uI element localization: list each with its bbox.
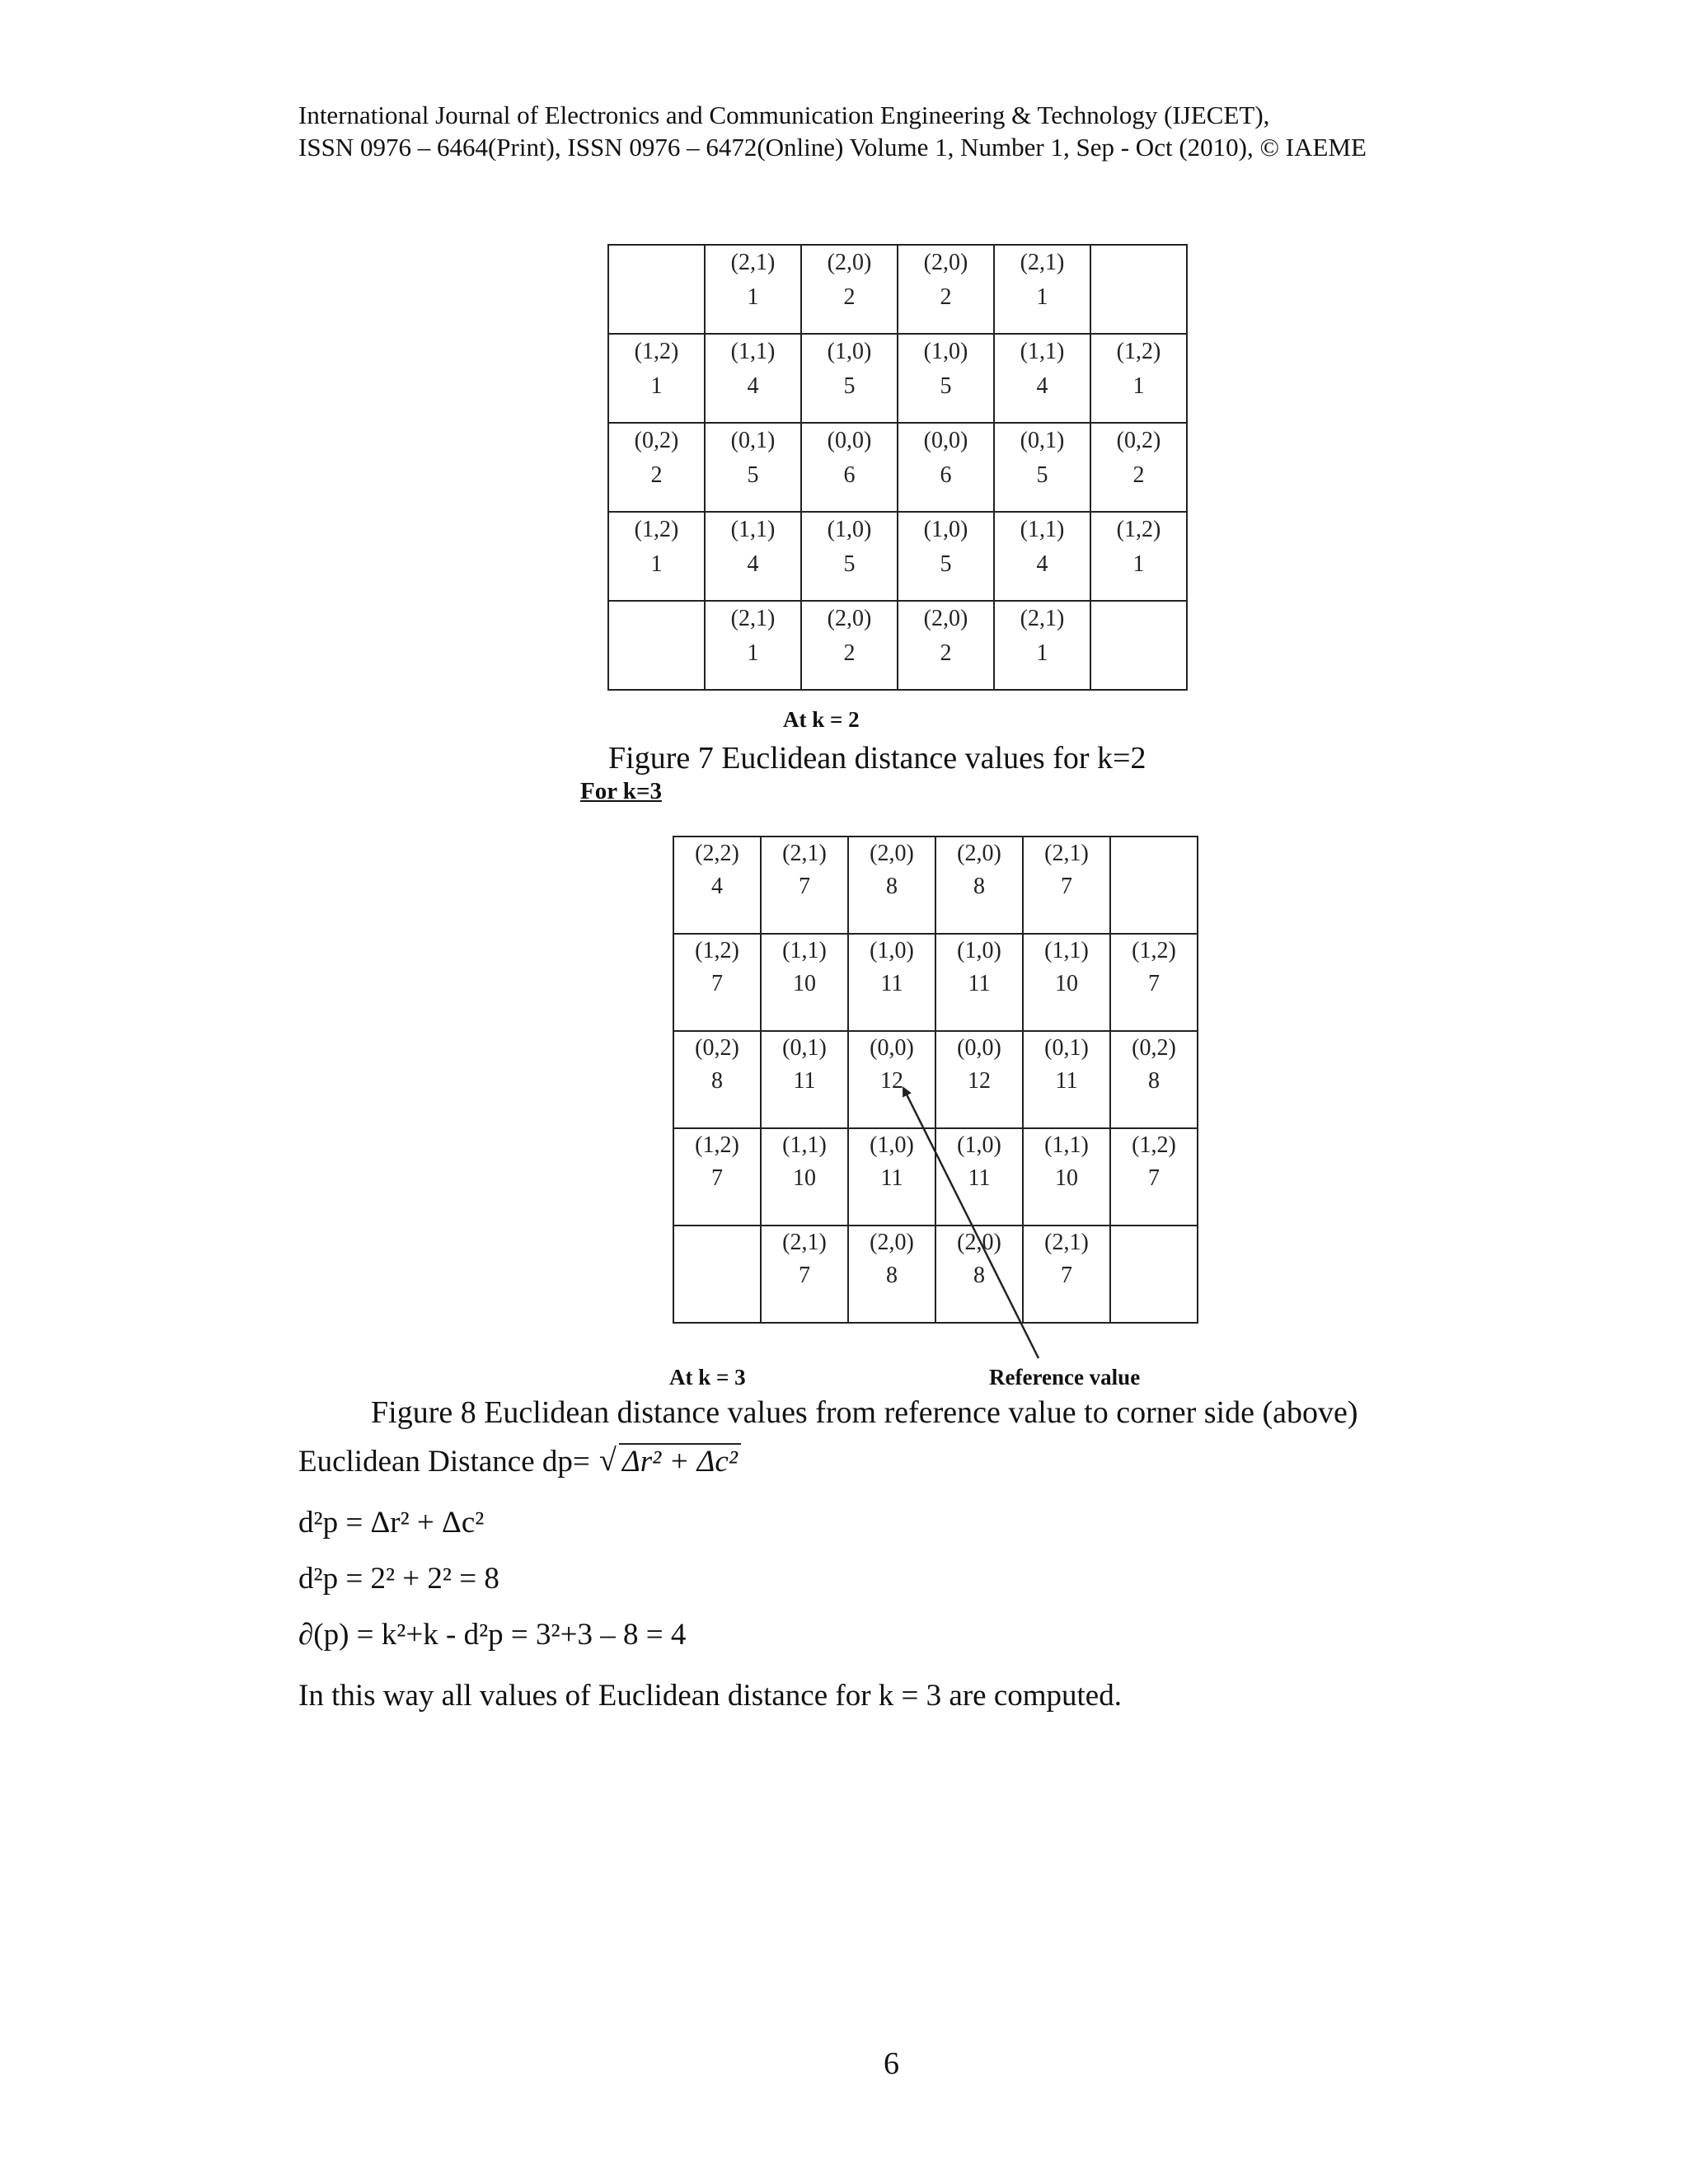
cell-distance-value: 7: [711, 971, 723, 996]
cell-offset: (0,1): [1020, 428, 1065, 453]
cell-offset: (2,1): [730, 606, 776, 631]
cell-offset: (1,2): [634, 517, 679, 542]
equation-line-2: d²p = Δr² + Δc²: [298, 1506, 485, 1540]
conclusion-text: In this way all values of Euclidean distance for k = 3 are computed.: [298, 1679, 1122, 1713]
cell-distance-value: 1: [1132, 551, 1145, 577]
cell-offset: (2,2): [695, 841, 739, 866]
equation-line-3: d²p = 2² + 2² = 8: [298, 1562, 499, 1596]
cell-offset: (1,0): [957, 938, 1001, 963]
cell-distance-value: 5: [843, 373, 856, 399]
cell-distance-value: 12: [880, 1068, 903, 1094]
cell-distance-value: 7: [799, 1263, 810, 1288]
cell-distance-value: 5: [1036, 462, 1048, 488]
euclid-prefix: Euclidean Distance dp=: [298, 1445, 590, 1479]
cell-offset: (1,2): [1116, 517, 1161, 542]
cell-distance-value: 6: [940, 462, 952, 488]
cell-offset: (1,0): [923, 339, 968, 364]
cell-distance-value: 5: [747, 462, 759, 488]
cell-distance-value: 11: [880, 971, 903, 996]
cell-offset: (1,1): [1020, 517, 1065, 542]
cell-offset: (0,0): [923, 428, 968, 453]
cell-offset: (1,1): [782, 1132, 827, 1158]
cell-distance-value: 7: [1061, 874, 1072, 899]
cell-distance-value: 4: [747, 373, 759, 399]
cell-distance-value: 10: [793, 1165, 816, 1191]
figure8-caption: Figure 8 Euclidean distance values from reference value to corner side (above): [371, 1395, 1358, 1430]
figure8-k-label: At k = 3: [669, 1365, 746, 1390]
cell-offset: (0,2): [1116, 428, 1161, 453]
cell-offset: (2,1): [1020, 606, 1065, 631]
cell-offset: (2,0): [957, 841, 1001, 866]
cell-distance-value: 11: [1055, 1068, 1078, 1094]
cell-offset: (2,1): [1044, 1230, 1089, 1255]
cell-offset: (2,1): [782, 1230, 827, 1255]
cell-distance-value: 6: [843, 462, 856, 488]
cell-distance-value: 8: [973, 1263, 985, 1288]
cell-offset: (1,2): [634, 339, 679, 364]
cell-offset: (0,0): [827, 428, 872, 453]
cell-offset: (2,1): [1020, 250, 1065, 275]
reference-value-label: Reference value: [989, 1365, 1141, 1390]
square-root: √ Δr² + Δc²: [598, 1444, 741, 1479]
cell-distance-value: 2: [1132, 462, 1145, 488]
cell-offset: (2,0): [870, 1230, 914, 1255]
euclid-radicand: Δr² + Δc²: [619, 1443, 741, 1479]
cell-distance-value: 12: [968, 1068, 991, 1094]
cell-distance-value: 2: [650, 462, 663, 488]
cell-distance-value: 4: [711, 874, 723, 899]
cell-offset: (1,0): [870, 938, 914, 963]
equation-line-4: ∂(p) = k²+k - d²p = 3²+3 – 8 = 4: [298, 1618, 687, 1652]
cell-distance-value: 7: [1148, 971, 1160, 996]
cell-offset: (0,2): [1132, 1035, 1176, 1061]
cell-distance-value: 11: [793, 1068, 816, 1094]
cell-offset: (2,0): [827, 606, 872, 631]
cell-offset: (1,1): [1044, 938, 1089, 963]
cell-offset: (1,2): [695, 1132, 739, 1158]
cell-distance-value: 5: [940, 373, 952, 399]
cell-offset: (2,0): [870, 841, 914, 866]
cell-distance-value: 7: [1061, 1263, 1072, 1288]
cell-offset: (1,2): [1116, 339, 1161, 364]
cell-offset: (1,0): [923, 517, 968, 542]
cell-offset: (0,1): [730, 428, 776, 453]
cell-offset: (0,0): [957, 1035, 1001, 1061]
cell-distance-value: 4: [1036, 373, 1048, 399]
cell-offset: (1,1): [1020, 339, 1065, 364]
cell-offset: (2,0): [827, 250, 872, 275]
euclidean-distance-formula: [298, 1444, 741, 1479]
cell-offset: (0,2): [634, 428, 679, 453]
cell-distance-value: 1: [1132, 373, 1145, 399]
header-line-2: ISSN 0976 – 6464(Print), ISSN 0976 – 6472(Online) Volume 1, Number 1, Sep - Oct (2010), © IAEME: [298, 133, 1367, 162]
cell-distance-value: 2: [940, 640, 952, 666]
cell-distance-value: 7: [711, 1165, 723, 1191]
cell-offset: (2,1): [1044, 841, 1089, 866]
cell-offset: (1,0): [827, 517, 872, 542]
cell-offset: (1,1): [730, 517, 776, 542]
cell-distance-value: 7: [799, 874, 810, 899]
cell-offset: (1,2): [1132, 938, 1176, 963]
cell-offset: (2,0): [923, 250, 968, 275]
cell-distance-value: 8: [711, 1068, 723, 1094]
cell-offset: (1,0): [957, 1132, 1001, 1158]
cell-distance-value: 2: [940, 284, 952, 310]
page-number: 6: [884, 2046, 899, 2081]
cell-distance-value: 10: [793, 971, 816, 996]
cell-distance-value: 11: [968, 971, 991, 996]
cell-offset: (1,2): [695, 938, 739, 963]
cell-distance-value: 1: [747, 284, 759, 310]
figure7-k-label: At k = 2: [783, 707, 860, 732]
cell-distance-value: 1: [650, 373, 663, 399]
cell-offset: (0,2): [695, 1035, 739, 1061]
cell-offset: (1,0): [827, 339, 872, 364]
cell-distance-value: 10: [1055, 971, 1078, 996]
cell-offset: (2,1): [782, 841, 827, 866]
cell-offset: (1,1): [782, 938, 827, 963]
cell-distance-value: 8: [886, 1263, 898, 1288]
cell-offset: (0,1): [1044, 1035, 1089, 1061]
cell-distance-value: 1: [650, 551, 663, 577]
cell-offset: (1,1): [1044, 1132, 1089, 1158]
cell-offset: (2,0): [923, 606, 968, 631]
cell-distance-value: 8: [1148, 1068, 1160, 1094]
cell-distance-value: 2: [843, 640, 856, 666]
cell-distance-value: 5: [843, 551, 856, 577]
cell-distance-value: 4: [1036, 551, 1048, 577]
header-line-1: International Journal of Electronics and Communication Engineering & Technology (IJECET),: [298, 101, 1270, 129]
cell-offset: (0,0): [870, 1035, 914, 1061]
cell-distance-value: 11: [880, 1165, 903, 1191]
cell-distance-value: 1: [747, 640, 759, 666]
cell-distance-value: 8: [973, 874, 985, 899]
cell-distance-value: 1: [1036, 640, 1048, 666]
section-heading-k3: For k=3: [580, 778, 662, 804]
cell-offset: (1,0): [870, 1132, 914, 1158]
cell-offset: (1,2): [1132, 1132, 1176, 1158]
cell-distance-value: 4: [747, 551, 759, 577]
cell-offset: (2,0): [957, 1230, 1001, 1255]
cell-distance-value: 2: [843, 284, 856, 310]
cell-distance-value: 7: [1148, 1165, 1160, 1191]
cell-offset: (2,1): [730, 250, 776, 275]
figure7-caption: Figure 7 Euclidean distance values for k=2: [608, 741, 1146, 776]
cell-distance-value: 8: [886, 874, 898, 899]
cell-distance-value: 10: [1055, 1165, 1078, 1191]
cell-distance-value: 5: [940, 551, 952, 577]
cell-distance-value: 1: [1036, 284, 1048, 310]
cell-offset: (1,1): [730, 339, 776, 364]
cell-offset: (0,1): [782, 1035, 827, 1061]
cell-distance-value: 11: [968, 1165, 991, 1191]
